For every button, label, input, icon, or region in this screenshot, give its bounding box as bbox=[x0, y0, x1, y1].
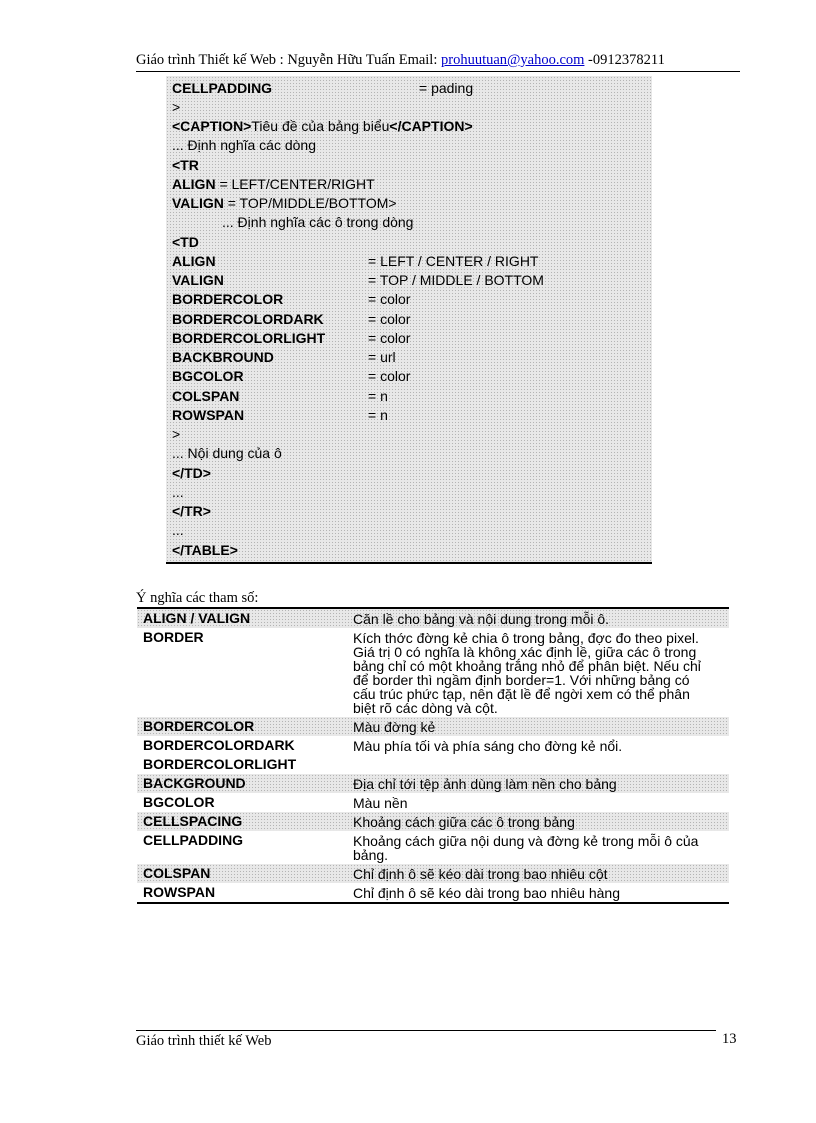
code-line: ... Định nghĩa các dòng bbox=[172, 137, 316, 153]
param-name bbox=[137, 736, 353, 774]
code-value: = LEFT/CENTER/RIGHT bbox=[215, 176, 375, 192]
code-attr-line: BACKBROUND = url bbox=[172, 349, 396, 365]
code-attr-line: COLSPAN = n bbox=[172, 388, 388, 404]
param-desc: Khoảng cách giữa nội dung và đờng kẻ trong mỗi ô của bảng. bbox=[353, 833, 699, 863]
param-name: BACKGROUND bbox=[143, 775, 246, 791]
header-text: Giáo trình Thiết kế Web : Nguyễn Hữu Tuấn Email: bbox=[136, 52, 441, 68]
code-attr-line: VALIGN = TOP / MIDDLE / BOTTOM bbox=[172, 272, 544, 288]
table-row bbox=[137, 628, 729, 717]
code-attr-line: BGCOLOR = color bbox=[172, 368, 411, 384]
code-line: ... Định nghĩa các ô trong dòng bbox=[222, 214, 414, 230]
header-phone: -0912378211 bbox=[584, 52, 665, 68]
section-label: Ý nghĩa các tham số: bbox=[136, 590, 259, 606]
table-row bbox=[137, 774, 729, 793]
code-line: <TR bbox=[172, 157, 199, 173]
param-name: CELLSPACING bbox=[143, 813, 243, 829]
code-line: </TABLE> bbox=[172, 542, 238, 558]
param-desc: Địa chỉ tới tệp ảnh dùng làm nền cho bảng bbox=[353, 776, 617, 792]
code-attr-line: ALIGN = LEFT / CENTER / RIGHT bbox=[172, 253, 539, 269]
page-footer: Giáo trình thiết kế Web bbox=[136, 1030, 716, 1050]
param-desc: Màu nền bbox=[353, 795, 408, 811]
param-desc: Khoảng cách giữa các ô trong bảng bbox=[353, 814, 575, 830]
code-keyword: </CAPTION> bbox=[389, 118, 473, 134]
code-keyword: CELLPADDING bbox=[172, 80, 273, 96]
table-row bbox=[137, 864, 729, 883]
param-name: BORDERCOLOR bbox=[143, 718, 255, 734]
code-attr-line: BORDERCOLORLIGHT = color bbox=[172, 330, 411, 346]
code-line: ... bbox=[172, 522, 184, 538]
code-text: Tiêu đề của bảng biểu bbox=[251, 118, 390, 134]
code-line: ... Nội dung của ô bbox=[172, 445, 282, 461]
code-keyword: <CAPTION> bbox=[172, 118, 252, 134]
code-line: <TD bbox=[172, 234, 199, 250]
param-name-line: BORDERCOLORDARK bbox=[143, 737, 295, 753]
table-row bbox=[137, 812, 729, 831]
code-attr-line: BORDERCOLOR = color bbox=[172, 291, 411, 307]
table-row bbox=[137, 793, 729, 812]
param-name: CELLPADDING bbox=[143, 832, 244, 848]
param-name: ROWSPAN bbox=[143, 884, 216, 900]
code-line: > bbox=[172, 99, 181, 115]
table-row bbox=[137, 717, 729, 736]
email-link[interactable]: prohuutuan@yahoo.com bbox=[441, 52, 585, 68]
param-desc: Chỉ định ô sẽ kéo dài trong bao nhiêu cột bbox=[353, 866, 608, 882]
param-name: BGCOLOR bbox=[143, 794, 215, 810]
code-line bbox=[172, 175, 375, 194]
param-desc: Màu đờng kẻ bbox=[353, 719, 436, 735]
param-name: ALIGN / VALIGN bbox=[143, 610, 251, 626]
param-name-line: BORDERCOLORLIGHT bbox=[143, 756, 297, 772]
code-keyword: ALIGN bbox=[172, 176, 216, 192]
table-row bbox=[137, 736, 729, 774]
param-desc: Kích thớc đờng kẻ chia ô trong bảng, đợc đo theo pixel. Giá trị 0 có nghĩa là không xác định lề, giữa các ô trong bảng chỉ có một khoảng trắng nhỏ để phân biệt. Nếu chỉ để border thì ngầm định border=1. Với những bảng có cấu trúc phức tạp, nên đặt lề để ngời xem có thể phân biệt rõ các dòng và cột. bbox=[353, 630, 701, 716]
code-listing bbox=[166, 76, 652, 564]
code-value: = pading bbox=[419, 80, 474, 96]
code-line: </TD> bbox=[172, 465, 211, 481]
code-line bbox=[172, 194, 397, 213]
code-line bbox=[172, 117, 473, 136]
param-desc: Màu phía tối và phía sáng cho đờng kẻ nổi. bbox=[353, 738, 623, 754]
page-header bbox=[136, 52, 740, 72]
code-line: </TR> bbox=[172, 503, 211, 519]
code-line: ... bbox=[172, 484, 184, 500]
param-desc: Căn lề cho bảng và nội dung trong mỗi ô. bbox=[353, 611, 610, 627]
code-attr-line: BORDERCOLORDARK = color bbox=[172, 311, 411, 327]
table-row bbox=[137, 883, 729, 902]
code-keyword: VALIGN bbox=[172, 195, 224, 211]
code-line: > bbox=[172, 426, 181, 442]
code-attr-line: ROWSPAN = n bbox=[172, 407, 388, 423]
code-value: = TOP/MIDDLE/BOTTOM> bbox=[223, 195, 397, 211]
table-row bbox=[137, 831, 729, 864]
param-desc: Chỉ định ô sẽ kéo dài trong bao nhiêu hàng bbox=[353, 885, 620, 901]
page-number: 13 bbox=[722, 1031, 737, 1047]
param-name: COLSPAN bbox=[143, 865, 211, 881]
params-table bbox=[137, 607, 729, 904]
table-row bbox=[137, 609, 729, 628]
code-line bbox=[172, 79, 474, 98]
param-name: BORDER bbox=[143, 629, 204, 645]
